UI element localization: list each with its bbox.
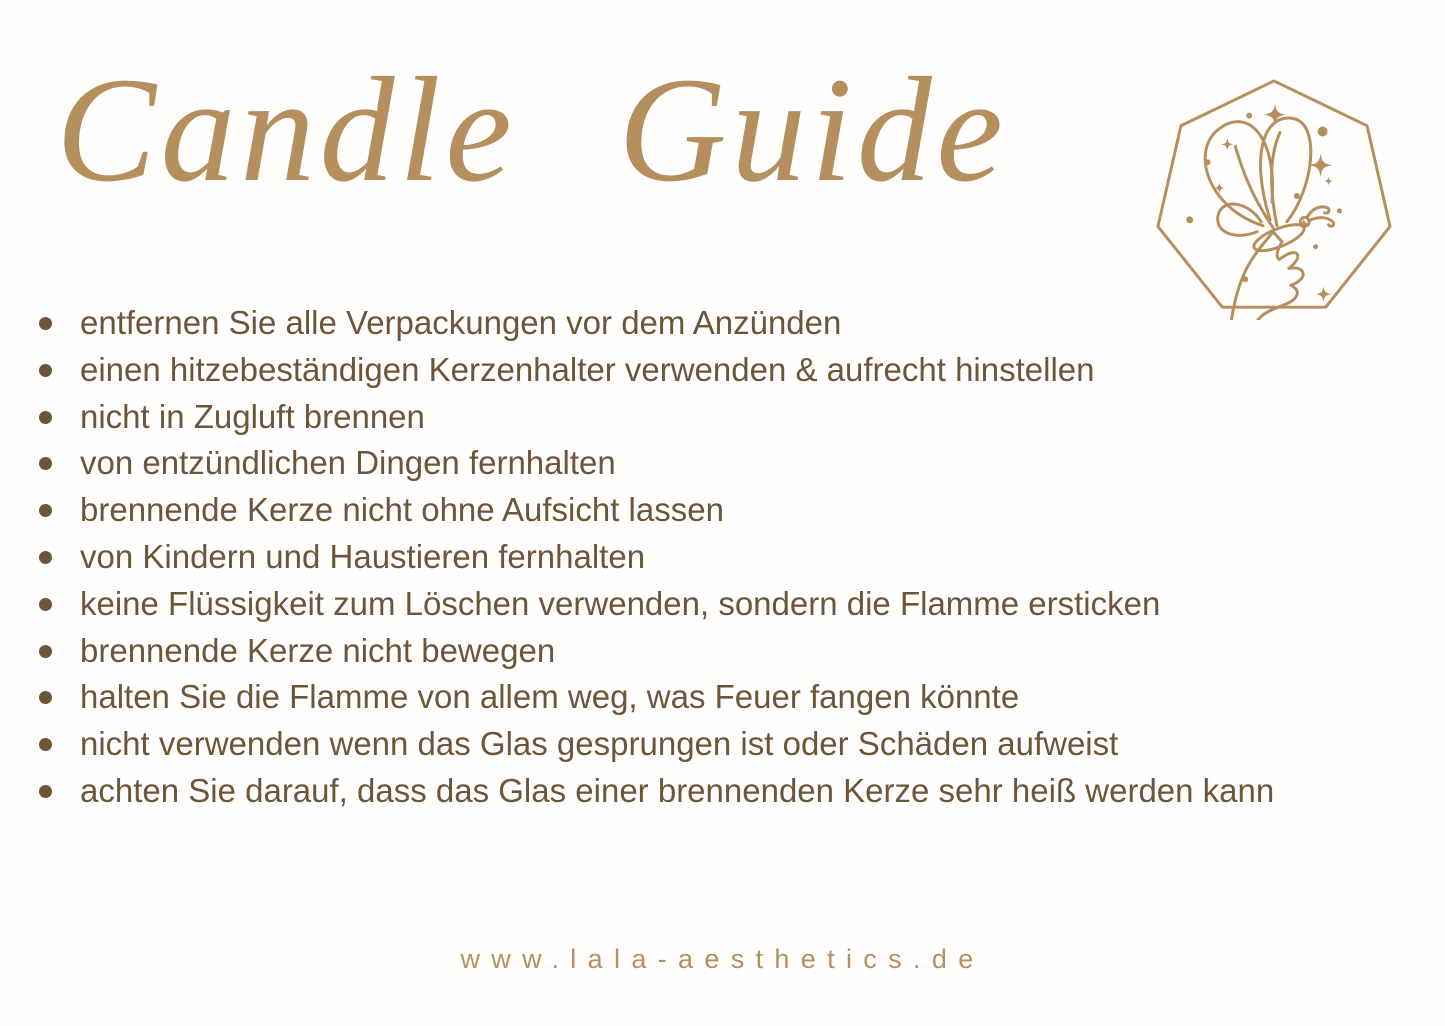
guideline-text: brennende Kerze nicht ohne Aufsicht lassen [80, 491, 724, 529]
bullet-dot-icon [39, 411, 52, 424]
bullet-dot-icon [39, 504, 52, 517]
bullet-dot-icon [39, 598, 52, 611]
guideline-item [36, 347, 1421, 394]
guideline-text: nicht in Zugluft brennen [80, 397, 425, 435]
guideline-item [36, 581, 1421, 628]
bullet-dot-icon [39, 551, 52, 564]
guideline-item [36, 300, 1421, 347]
bullet-dot-icon [39, 317, 52, 330]
guideline-text: halten Sie die Flamme von allem weg, was Feuer fangen könnte [80, 678, 1020, 716]
bullet-dot-icon [39, 364, 52, 377]
guideline-item [36, 721, 1421, 768]
guideline-item [36, 674, 1421, 721]
guideline-text: keine Flüssigkeit zum Löschen verwenden, sondern die Flamme ersticken [80, 584, 1161, 622]
guideline-text: achten Sie darauf, dass das Glas einer brennenden Kerze sehr heiß werden kann [80, 771, 1275, 809]
guideline-text: brennende Kerze nicht bewegen [80, 631, 556, 669]
bullet-dot-icon [39, 457, 52, 470]
guideline-item [36, 440, 1421, 487]
guideline-text: nicht verwenden wenn das Glas gesprungen ist oder Schäden aufweist [80, 725, 1119, 763]
guideline-text: von Kindern und Haustieren fernhalten [80, 537, 646, 575]
bullet-dot-icon [39, 738, 52, 751]
guideline-item [36, 628, 1421, 675]
bullet-dot-icon [39, 645, 52, 658]
bullet-dot-icon [39, 691, 52, 704]
guideline-text: von entzündlichen Dingen fernhalten [80, 444, 616, 482]
page-title: Candle Guide [56, 47, 1008, 213]
guideline-item [36, 534, 1421, 581]
guideline-item [36, 394, 1421, 441]
guideline-text: einen hitzebeständigen Kerzenhalter verwenden & aufrecht hinstellen [80, 350, 1095, 388]
website-url: www.lala-aesthetics.de [460, 944, 985, 974]
bullet-dot-icon [39, 785, 52, 798]
hand-holding-butterfly-logo-icon [1150, 70, 1398, 320]
guidelines-list [36, 300, 1421, 815]
guideline-item [36, 768, 1421, 815]
guideline-item [36, 487, 1421, 534]
guideline-text: entfernen Sie alle Verpackungen vor dem Anzünden [80, 304, 842, 341]
